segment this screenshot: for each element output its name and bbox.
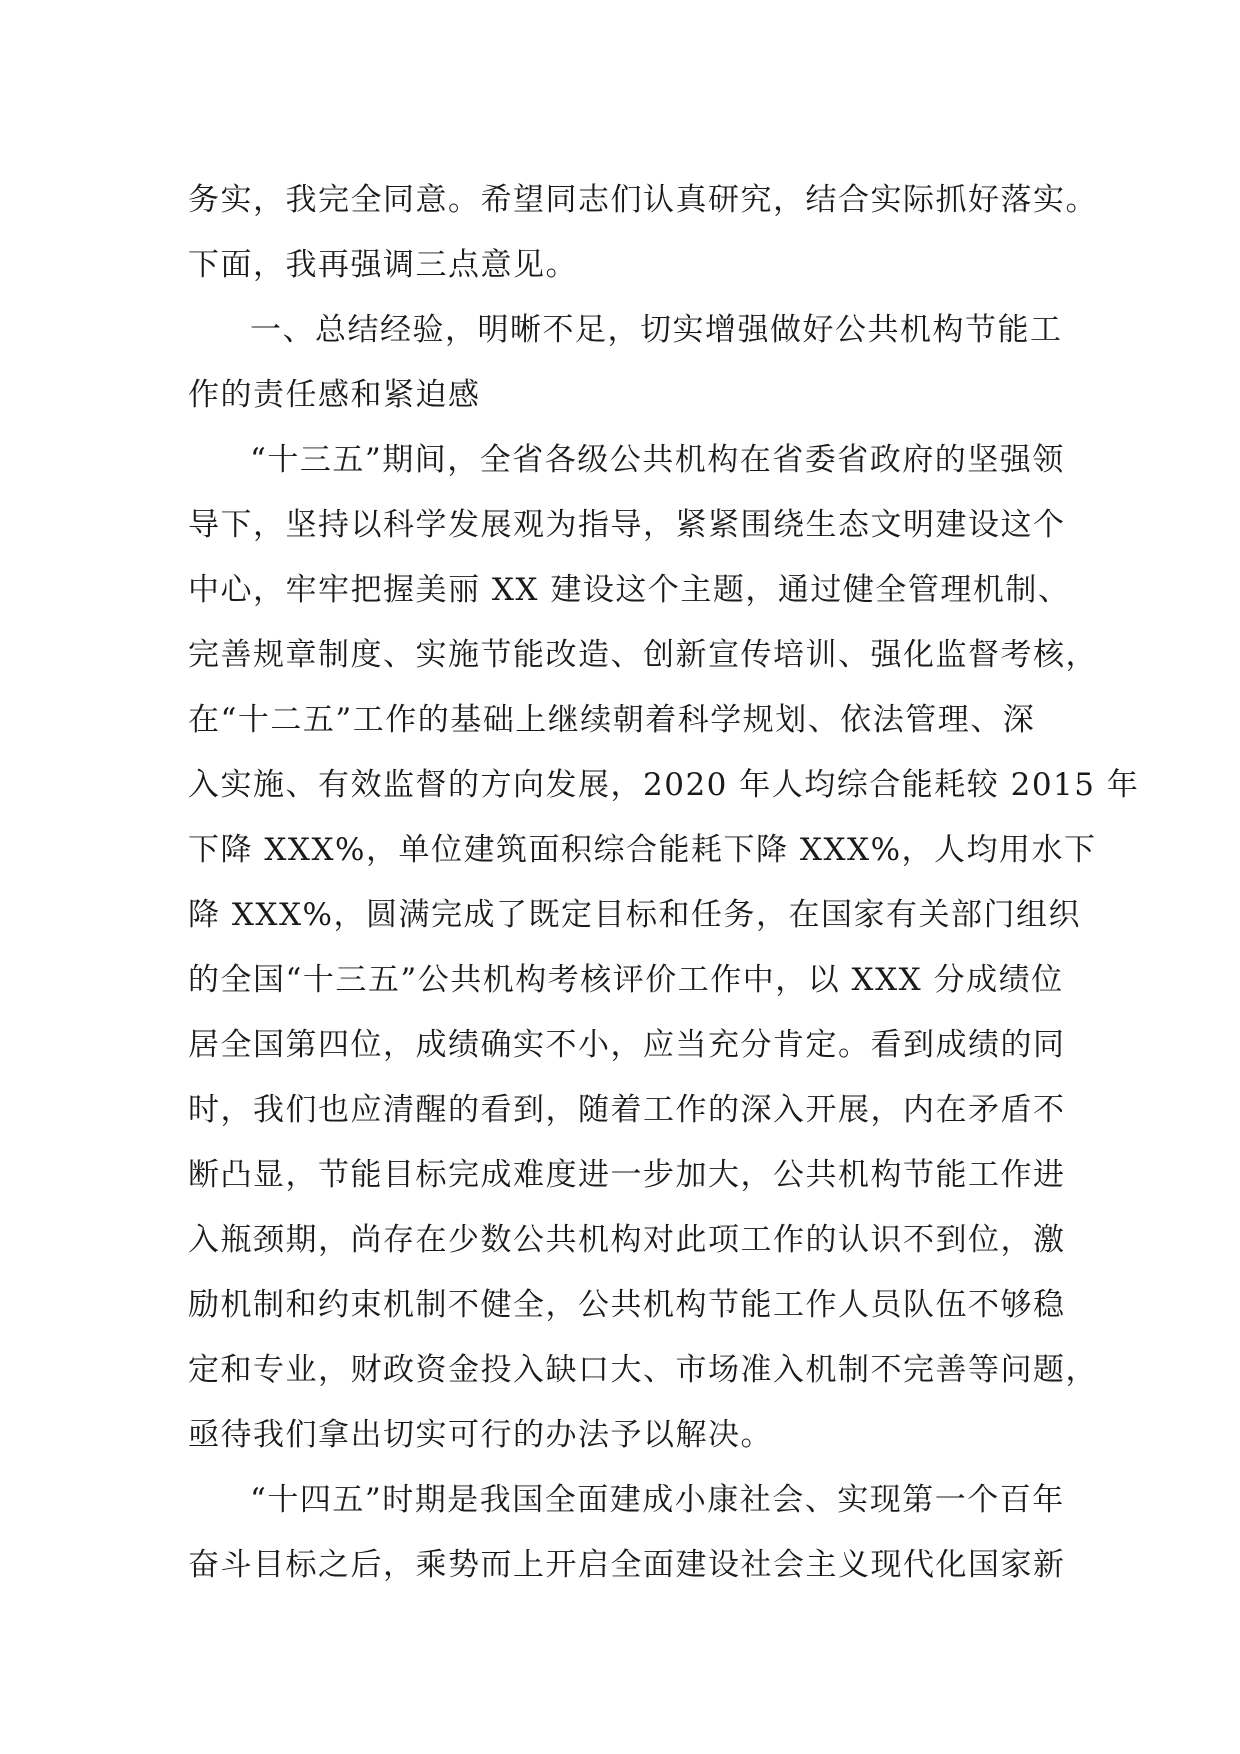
- text-line: 入瓶颈期，尚存在少数公共机构对此项工作的认识不到位，激: [188, 1222, 1066, 1258]
- text-line: 居全国第四位，成绩确实不小，应当充分肯定。看到成绩的同: [188, 1027, 1066, 1063]
- text-line: 下面，我再强调三点意见。: [188, 247, 578, 283]
- text-line: 务实，我完全同意。希望同志们认真研究，结合实际抓好落实。: [188, 182, 1098, 218]
- text-line: 中心，牢牢把握美丽 XX 建设这个主题，通过健全管理机制、: [188, 572, 1071, 608]
- text-line: 定和专业，财政资金投入缺口大、市场准入机制不完善等问题，: [188, 1352, 1098, 1388]
- section-heading-line: 作的责任感和紧迫感: [188, 377, 481, 413]
- text-line: 断凸显，节能目标完成难度进一步加大，公共机构节能工作进: [188, 1157, 1066, 1193]
- paragraph-start-line: “十三五”期间，全省各级公共机构在省委省政府的坚强领: [250, 442, 1065, 478]
- section-heading-line: 一、总结经验，明晰不足，切实增强做好公共机构节能工: [250, 312, 1063, 348]
- text-line: 励机制和约束机制不健全，公共机构节能工作人员队伍不够稳: [188, 1287, 1066, 1323]
- text-line: 奋斗目标之后，乘势而上开启全面建设社会主义现代化国家新: [188, 1547, 1066, 1583]
- text-line: 入实施、有效监督的方向发展，2020 年人均综合能耗较 2015 年: [188, 767, 1140, 803]
- text-line: 导下，坚持以科学发展观为指导，紧紧围绕生态文明建设这个: [188, 507, 1066, 543]
- text-line: 降 XXX%，圆满完成了既定目标和任务，在国家有关部门组织: [188, 897, 1082, 933]
- text-line: 的全国“十三五”公共机构考核评价工作中，以 XXX 分成绩位: [188, 962, 1064, 998]
- text-line: 完善规章制度、实施节能改造、创新宣传培训、强化监督考核，: [188, 637, 1098, 673]
- paragraph-start-line: “十四五”时期是我国全面建成小康社会、实现第一个百年: [250, 1482, 1065, 1518]
- text-line: 下降 XXX%，单位建筑面积综合能耗下降 XXX%，人均用水下: [188, 832, 1097, 868]
- text-line: 在“十二五”工作的基础上继续朝着科学规划、依法管理、深: [188, 702, 1036, 738]
- document-body: [188, 168, 1140, 1598]
- text-line: 时，我们也应清醒的看到，随着工作的深入开展，内在矛盾不: [188, 1092, 1066, 1128]
- text-line: 亟待我们拿出切实可行的办法予以解决。: [188, 1417, 773, 1453]
